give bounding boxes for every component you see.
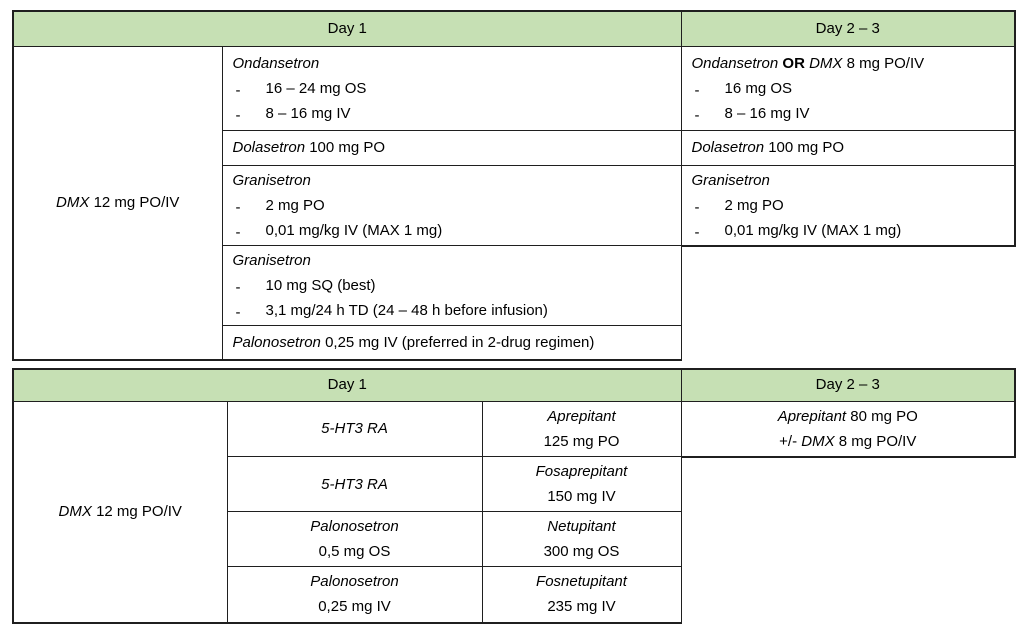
t2-ht3-cell xyxy=(227,512,482,567)
drug-name: DMX xyxy=(58,503,92,520)
t1-row-ondansetron xyxy=(13,46,1015,130)
bullet-item xyxy=(692,193,1007,218)
day1-label: Day 1 xyxy=(327,376,367,394)
bullet-text: 3,1 mg/24 h TD (24 – 48 h before infusion) xyxy=(265,302,548,319)
t2-row-aprepitant xyxy=(13,401,1015,457)
drug-dose: 12 mg PO/IV xyxy=(93,194,180,211)
t1-granisetron-cell xyxy=(222,165,681,246)
t2-header-day23 xyxy=(681,369,1015,401)
t2-ht3-cell xyxy=(227,457,482,512)
drug-dose: 235 mg IV xyxy=(547,598,616,616)
bullet-item xyxy=(233,218,673,243)
t1-granisetron-sq-cell xyxy=(222,246,681,326)
drug-title: Ondansetron OR DMX 8 mg PO/IV xyxy=(691,54,925,72)
drug-name: Palonosetron xyxy=(310,518,399,535)
drug-dose: 12 mg PO/IV xyxy=(96,503,182,520)
drug-name: 5-HT3 RA xyxy=(321,475,388,493)
dash-bullet-icon: - xyxy=(694,106,700,124)
empty-region xyxy=(681,326,1015,360)
t1-header-row xyxy=(13,11,1015,46)
regimen-table-2 xyxy=(12,368,1016,624)
day1-label: Day 1 xyxy=(327,19,367,37)
t1-palonosetron-cell xyxy=(222,326,681,360)
drug-name: Dolasetron xyxy=(232,139,306,156)
drug-name: Palonosetron xyxy=(232,333,321,351)
t2-ht3-cell xyxy=(227,401,482,457)
dash-bullet-icon: - xyxy=(235,198,241,216)
dash-bullet-icon: - xyxy=(694,223,700,241)
drug-name: 5-HT3 RA xyxy=(321,420,388,438)
drug-name: Fosaprepitant xyxy=(535,463,628,480)
bullet-text: 2 mg PO xyxy=(265,196,325,214)
dash-bullet-icon: - xyxy=(235,279,241,296)
t2-header-row xyxy=(13,369,1015,401)
drug-title: Granisetron xyxy=(232,171,311,189)
bullet-item xyxy=(233,101,673,126)
drug-name: Palonosetron xyxy=(310,573,399,591)
bullet-text: 2 mg PO xyxy=(724,196,784,214)
t2-nk1-cell xyxy=(482,401,681,457)
drug-dose: 100 mg PO xyxy=(309,139,386,156)
bullet-item xyxy=(233,76,673,101)
t1-dolasetron-cell xyxy=(222,130,681,165)
dash-bullet-icon: - xyxy=(694,81,700,99)
day23-line1: Aprepitant 80 mg PO xyxy=(777,407,918,425)
dash-bullet-icon: - xyxy=(694,198,700,216)
t1-day23-dolasetron-cell xyxy=(681,130,1015,165)
drug-title: Granisetron xyxy=(691,171,770,189)
empty-region xyxy=(681,512,1015,567)
drug-dose: 300 mg OS xyxy=(543,543,620,560)
bullet-text: 0,01 mg/kg IV (MAX 1 mg) xyxy=(265,221,443,239)
drug-name: DMX xyxy=(56,194,90,211)
drug-dose: 0,5 mg OS xyxy=(318,543,391,560)
t2-day23-cell xyxy=(681,401,1015,457)
t2-header-day1 xyxy=(13,369,681,401)
bullet-item xyxy=(233,273,673,298)
bullet-text: 0,01 mg/kg IV (MAX 1 mg) xyxy=(724,221,902,239)
bullet-text: 8 – 16 mg IV xyxy=(724,104,810,122)
t1-day23-granisetron-cell xyxy=(681,165,1015,246)
bullet-item xyxy=(692,76,1007,101)
t1-dmx-cell xyxy=(13,46,222,360)
dash-bullet-icon: - xyxy=(235,81,241,99)
dash-bullet-icon: - xyxy=(235,106,241,124)
bullet-text: 8 – 16 mg IV xyxy=(265,104,351,122)
day23-label: Day 2 – 3 xyxy=(815,376,880,394)
t2-nk1-cell xyxy=(482,512,681,567)
bullet-text: 16 – 24 mg OS xyxy=(265,79,367,97)
drug-title: Granisetron xyxy=(232,252,311,269)
drug-dose: 0,25 mg IV xyxy=(318,598,391,616)
drug-name: Fosnetupitant xyxy=(536,573,627,591)
drug-name: Dolasetron xyxy=(691,139,765,156)
drug-dose: 125 mg PO xyxy=(543,432,620,450)
t1-header-day1 xyxy=(13,11,681,46)
t1-header-day23 xyxy=(681,11,1015,46)
drug-dose: 150 mg IV xyxy=(547,488,616,505)
bullet-item xyxy=(692,218,1007,243)
t2-ht3-cell xyxy=(227,567,482,623)
drug-name: Aprepitant xyxy=(547,407,616,425)
t2-nk1-cell xyxy=(482,457,681,512)
drug-name: Netupitant xyxy=(547,518,616,535)
t2-dmx-cell xyxy=(13,401,227,623)
empty-region xyxy=(681,246,1015,326)
bullet-item xyxy=(233,193,673,218)
dash-bullet-icon: - xyxy=(235,223,241,241)
dash-bullet-icon: - xyxy=(235,304,241,321)
empty-region xyxy=(681,457,1015,512)
t1-day23-ondansetron-cell xyxy=(681,46,1015,130)
t1-ondansetron-cell xyxy=(222,46,681,130)
day23-line2: +/- DMX 8 mg PO/IV xyxy=(779,432,917,450)
bullet-text: 10 mg SQ (best) xyxy=(265,277,376,294)
day23-label: Day 2 – 3 xyxy=(815,19,880,37)
bullet-item xyxy=(233,298,673,323)
empty-region xyxy=(681,567,1015,623)
bullet-item xyxy=(692,101,1007,126)
drug-title: Ondansetron xyxy=(232,54,320,72)
regimen-table-1 xyxy=(12,10,1016,361)
drug-dose: 0,25 mg IV (preferred in 2-drug regimen) xyxy=(325,333,595,351)
t2-nk1-cell xyxy=(482,567,681,623)
drug-dose: 100 mg PO xyxy=(768,139,845,156)
bullet-text: 16 mg OS xyxy=(724,79,793,97)
